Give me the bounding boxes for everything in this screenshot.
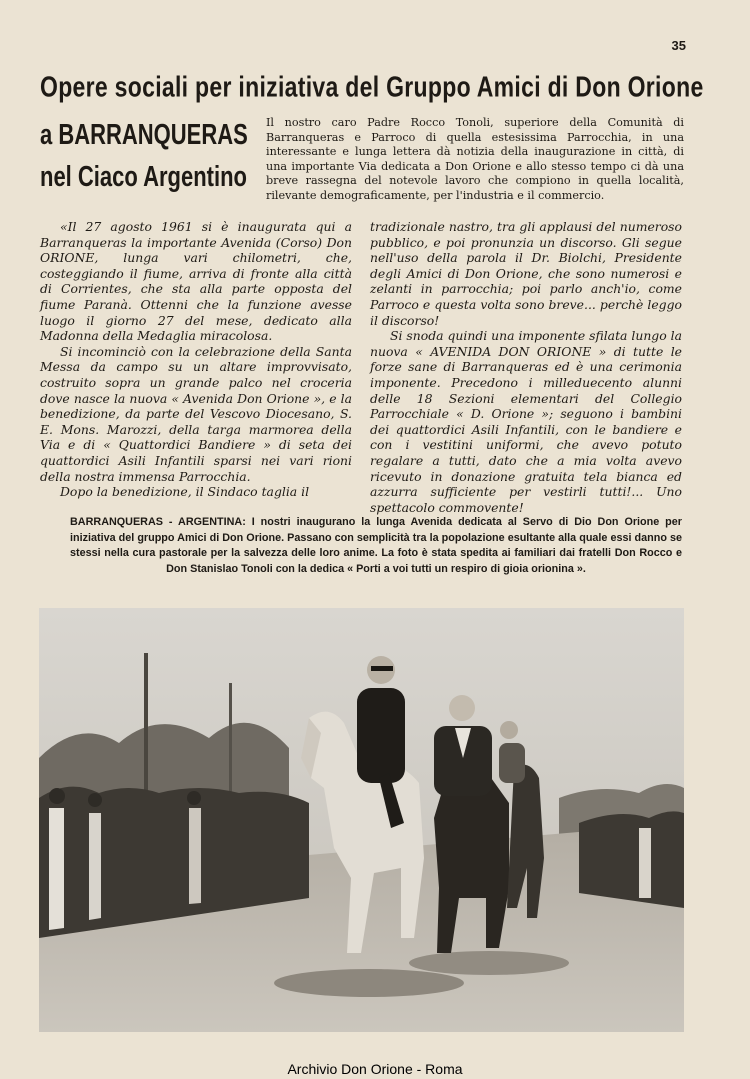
left-paragraph-1: «Il 27 agosto 1961 si è inaugurata qui a Barranqueras la importante Avenida (Corso) Don ORIONE, lunga vari chilometri, che, costeggiando il fiume, arriva di fronte alla città di Corrientes, che sta alla parte opposta del fiume Paranà. Ottenni che la funzione avesse luogo il giorno 27 del mese, dedicato alla Madonna della Medaglia miracolosa.: [40, 219, 352, 344]
photo-caption: BARRANQUERAS - ARGENTINA: I nostri inaugurano la lunga Avenida dedicata al Servo di Dio Don Orione per iniziativa del gruppo Amici di Don Orione. Passano con semplicità tra la popolazione esultante alla quale essi danno se stessi nella cura pastorale per la salvezza delle loro anime. La foto è stata spedita ai familiari dai fratelli Don Rocco e Don Stanislao Tonoli con la dedica « Porti a voi tutti un respiro di gioia orionina ».: [70, 516, 682, 575]
article-subheadline-location: a BARRANQUERAS: [40, 118, 248, 151]
right-column: [370, 219, 682, 515]
archive-watermark: Archivio Don Orione - Roma: [287, 1061, 463, 1077]
article-subheadline-region: nel Ciaco Argentino: [40, 160, 247, 193]
left-paragraph-2: Si incominciò con la celebrazione della Santa Messa da campo su un altare improvvisato, costruito sopra un grande palco nel croceria dove nasce la nuova « Avenida Don Orione », e la benedizione, da parte del Vescovo Diocesano, S. E. Mons. Marozzi, della targa marmorea della Via e di « Quattordici Bandiere » di seta dei quattordici Asili Infantili sparsi nei vari rioni della nostra immensa Parrocchia.: [40, 343, 352, 484]
article-intro: Il nostro caro Padre Rocco Tonoli, superiore della Comunità di Barranqueras e Parroco di quella estesissima Parrocchia, in una interessante e lunga lettera dà notizia della inaugurazione in città, di una importante Via dedicata a Don Orione e allo stesso tempo ci dà una breve rassegna del notevole lavoro che compiono in quella località, rilevante demograficamente, per l'industria e il commercio.: [266, 116, 684, 202]
parade-photo-illustration: [39, 608, 684, 1032]
right-paragraph-2: Si snoda quindi una imponente sfilata lungo la nuova « AVENIDA DON ORIONE » di tutte le forze sane di Barranqueras ed è una cerimonia imponente. Precedono i milleduecento alunni delle 18 Sezioni elementari del Collegio Parrocchiale « D. Orione »; seguono i bambini dei quattordici Asili Infantili, con le bandiere e con i vestitini uniformi, che avevo potuto regalare a tutti, dato che a mia volta avevo ricevuto in donazione gratuita tela bianca ed azzurra sufficiente per vestirli tutti!... Uno spettacolo commovente!: [370, 328, 682, 515]
parade-photograph: [39, 608, 684, 1032]
left-column: [40, 219, 352, 500]
left-paragraph-3: Dopo la benedizione, il Sindaco taglia il: [60, 484, 310, 500]
right-paragraph-1: tradizionale nastro, tra gli applausi del numeroso pubblico, e poi pronunzia un discorso. Gli segue nell'uso della parola il Dr. Biolchi, Presidente degli Amici di Don Orione, che sono numerosi e zelanti in parrocchia; poi parlo anch'io, come Parroco e questa volta sono breve... perchè leggo il discorso!: [370, 219, 682, 328]
article-headline: Opere sociali per iniziativa del Gruppo Amici di Don Orione: [40, 70, 704, 103]
page-number: 35: [671, 38, 686, 53]
